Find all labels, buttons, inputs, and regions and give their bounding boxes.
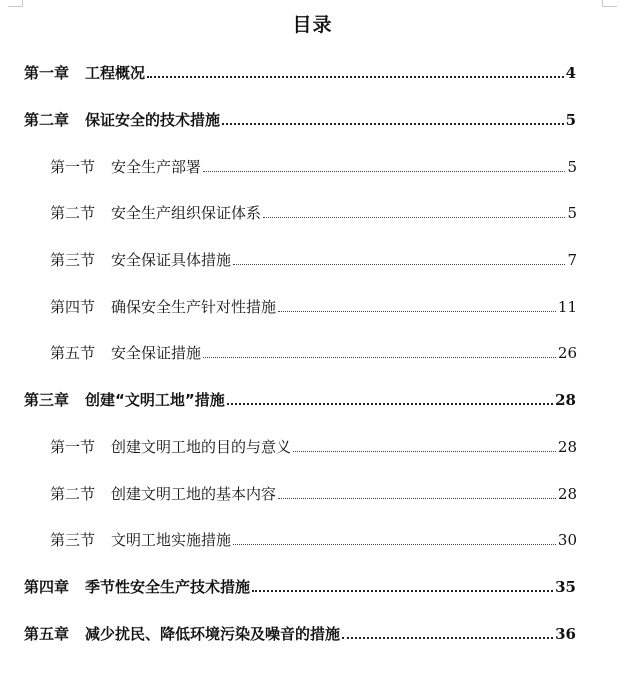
entry-title: 文明工地实施措施 [111,531,232,549]
dot-leader [233,544,556,545]
entry-number: 第三章 [24,391,70,409]
toc-entry[interactable] [50,198,577,222]
toc-entry[interactable] [50,292,577,316]
toc-entry[interactable] [24,619,576,643]
entry-title: 季节性安全生产技术措施 [85,578,251,596]
dot-leader [203,357,556,358]
toc-entry[interactable] [24,105,576,129]
entry-page-number: 11 [557,298,577,316]
toc-entry[interactable] [50,152,577,176]
entry-number: 第一节 [50,158,96,176]
entry-title: 创建文明工地的目的与意义 [111,438,292,456]
dot-leader [252,590,553,592]
entry-title: 工程概况 [85,64,146,82]
toc-title: 目录 [292,14,333,36]
entry-title: 确保安全生产针对性措施 [111,298,277,316]
entry-number: 第一节 [50,438,96,456]
toc-entry[interactable] [24,572,576,596]
entry-number: 第五节 [50,344,96,362]
entry-number: 第二章 [24,111,70,129]
entry-title: 安全生产组织保证体系 [111,204,262,222]
entry-page-number: 5 [567,158,577,176]
entry-title: 安全保证具体措施 [111,251,232,269]
toc-entry[interactable] [50,245,577,269]
page-corner-mark-right [602,0,617,7]
entry-title: 安全保证措施 [111,344,202,362]
entry-number: 第二节 [50,204,96,222]
entry-number: 第五章 [24,625,70,643]
entry-number: 第四章 [24,578,70,596]
entry-page-number: 28 [557,438,577,456]
entry-title: 安全生产部署 [111,158,202,176]
dot-leader [263,217,565,218]
entry-number: 第四节 [50,298,96,316]
dot-leader [293,451,556,452]
page-corner-mark-left [8,0,23,7]
entry-title: 创建文明工地的基本内容 [111,485,277,503]
entry-page-number: 36 [555,625,576,643]
entry-page-number: 5 [567,204,577,222]
toc-entry[interactable] [50,479,577,503]
toc-entry[interactable] [24,58,576,82]
dot-leader [147,76,564,78]
entry-page-number: 5 [565,111,576,129]
entry-number: 第二节 [50,485,96,503]
dot-leader [222,123,564,125]
toc-entry[interactable] [50,432,577,456]
toc-entry[interactable] [50,338,577,362]
dot-leader [233,264,565,265]
dot-leader [203,171,565,172]
toc-entry[interactable] [50,525,577,549]
dot-leader [342,637,553,639]
entry-title: 创建“文明工地”措施 [85,391,225,409]
entry-title: 保证安全的技术措施 [85,111,221,129]
entry-page-number: 35 [555,578,576,596]
entry-page-number: 30 [557,531,577,549]
entry-number: 第三节 [50,251,96,269]
entry-page-number: 7 [567,251,577,269]
entry-page-number: 26 [557,344,577,362]
entry-page-number: 28 [557,485,577,503]
dot-leader [278,311,556,312]
entry-page-number: 28 [555,391,576,409]
entry-page-number: 4 [565,64,576,82]
dot-leader [227,403,553,405]
entry-title: 减少扰民、降低环境污染及噪音的措施 [85,625,341,643]
dot-leader [278,498,556,499]
entry-number: 第一章 [24,64,70,82]
toc-entry[interactable] [24,385,576,409]
entry-number: 第三节 [50,531,96,549]
